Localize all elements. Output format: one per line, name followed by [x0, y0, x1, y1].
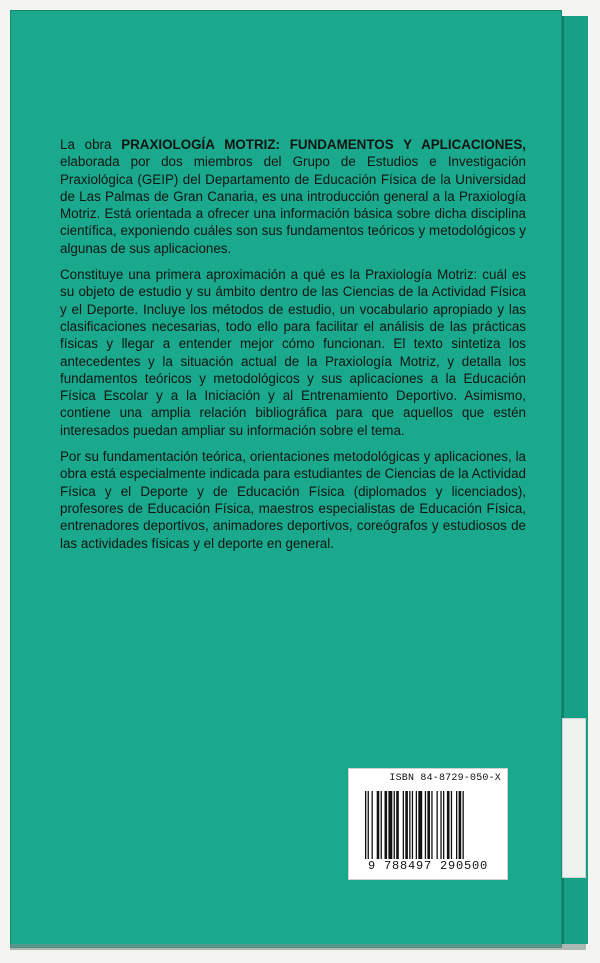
isbn-label: ISBN 84-8729-050-X	[389, 773, 501, 784]
back-cover-blurb	[60, 136, 526, 561]
barcode-bars	[365, 791, 499, 859]
barcode-bar	[427, 791, 430, 859]
barcode-digits: 9 788497 290500	[367, 859, 489, 873]
barcode-bar	[412, 791, 413, 859]
cover-bottom-edge	[10, 944, 586, 950]
barcode-bar	[377, 791, 380, 859]
barcode-bar	[365, 791, 366, 859]
barcode-bar	[463, 791, 464, 859]
barcode-bar	[394, 791, 395, 859]
isbn-barcode-sticker	[348, 768, 508, 880]
barcode-bar	[456, 791, 457, 859]
barcode-bar	[459, 791, 462, 859]
barcode-bar	[388, 791, 392, 859]
barcode-bar	[443, 791, 444, 859]
barcode-bar	[409, 791, 410, 859]
blurb-paragraph-1	[60, 136, 526, 257]
barcode-bar	[425, 791, 426, 859]
barcode-bar	[451, 791, 452, 859]
spine-label-sticker	[562, 718, 586, 878]
book-title: PRAXIOLOGÍA MOTRIZ: FUNDAMENTOS Y APLICACIONES,	[121, 137, 526, 152]
barcode-bar	[440, 791, 441, 859]
paragraph-1-rest: elaborada por dos miembros del Grupo de Estudios e Investigación Praxiológica (GEIP) del Departamento de Educación Física de la Universidad de Las Palmas de Gran Canaria, es una introducción general a la Praxiología Motriz. Está orientada a ofrecer una información básica sobre dicha disciplina científica, exponiendo cuáles son sus fundamentos teóricos y metodológicos y algunas de sus aplicaciones.	[60, 154, 526, 256]
blurb-paragraph-3: Por su fundamentación teórica, orientaciones metodológicas y aplicaciones, la obra está especialmente indicada para estudiantes de Ciencias de la Actividad Física y el Deporte y de Educación Física (diplomados y licenciados), profesores de Educación Física, maestros especialistas de Educación Física, entrenadores deportivos, animadores deportivos, coreógrafos y estudiosos de las actividades físicas y el deporte en general.	[60, 449, 526, 551]
barcode-bar	[381, 791, 382, 859]
barcode-bar	[403, 791, 404, 859]
barcode-bar	[372, 791, 373, 859]
paragraph-1-intro: La obra	[60, 137, 122, 152]
barcode-bar	[447, 791, 450, 859]
barcode-bar	[418, 791, 422, 859]
barcode-bar	[431, 791, 432, 859]
blurb-paragraph-2: Constituye una primera aproximación a qué es la Praxiología Motriz: cuál es su objeto de estudio y su ámbito dentro de las Ciencias de la Actividad Física y el Deporte. Incluye los métodos de estudio, un vocabulario apropiado y las clasificaciones necesarias, todo ello para facilitar el análisis de las prácticas físicas y llegar a entender mejor cómo funcionan. El texto sintetiza los antecedentes y la situación actual de la Praxiología Motriz, y detalla los fundamentos teóricos y metodológicos y sus aplicaciones a la Educación Física Escolar y a la Iniciación y al Entrenamiento Deportivo. Asimismo, contiene una amplia relación bibliográfica para que aquellos que estén interesados puedan ampliar su información sobre el tema.	[60, 267, 526, 438]
barcode-bar	[385, 791, 388, 859]
barcode-bar	[437, 791, 438, 859]
barcode-bar	[405, 791, 408, 859]
barcode-bar	[416, 791, 417, 859]
barcode-bar	[396, 791, 399, 859]
barcode-bar	[368, 791, 369, 859]
